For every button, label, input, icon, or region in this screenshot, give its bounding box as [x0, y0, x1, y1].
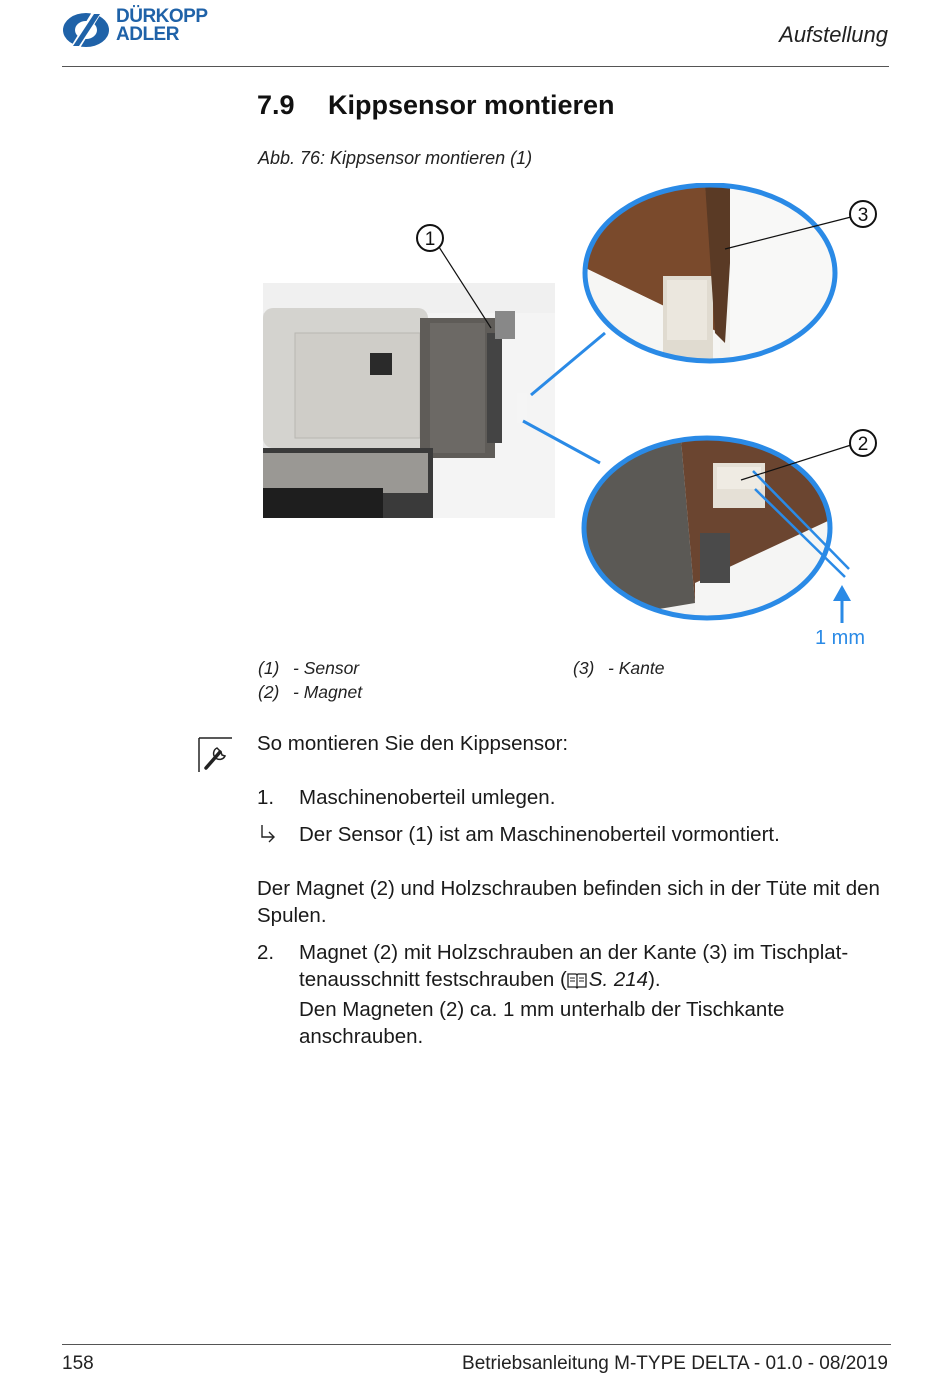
zoom-edge-detail [575, 183, 860, 383]
legend-label: - Kante [608, 658, 665, 678]
instruction-intro: So montieren Sie den Kippsensor: [257, 732, 569, 755]
step-1-result: Der Sensor (1) ist am Maschinenoberteil vormontiert. [299, 823, 780, 846]
callout-1: 1 [424, 229, 436, 250]
step-1-text: Maschinenoberteil umlegen. [299, 786, 556, 809]
dimension-label: 1 mm [815, 627, 865, 649]
result-arrow-icon [259, 823, 279, 845]
step-2-line-1: Magnet (2) mit Holzschrauben an der Kante (3) im Tischplat- [299, 941, 849, 964]
book-icon [567, 969, 589, 996]
machine-photo [263, 283, 555, 518]
footer-divider [62, 1344, 891, 1345]
page-number: 158 [62, 1353, 94, 1374]
logo-line-1: DÜRKOPP [116, 6, 208, 27]
figure-caption: Abb. 76: Kippsensor montieren (1) [258, 148, 533, 168]
legend-item-3 [573, 658, 664, 679]
running-header: Aufstellung [779, 22, 888, 47]
legend-num: (3) [573, 658, 595, 678]
section-title: Kippsensor montieren [328, 90, 615, 120]
legend-num: (2) [258, 682, 280, 702]
brand-logo-icon [62, 12, 110, 48]
figure-illustration [255, 183, 895, 653]
step-2-line-4: anschrauben. [299, 1025, 424, 1048]
document-title: Betriebsanleitung M-TYPE DELTA - 01.0 - 08/2019 [462, 1353, 888, 1374]
wrench-icon [196, 736, 234, 774]
step-2-text [299, 939, 899, 1050]
section-heading [257, 90, 615, 121]
legend-label: - Sensor [293, 658, 360, 678]
legend-label: - Magnet [293, 682, 363, 702]
callout-2: 2 [857, 434, 869, 455]
brand-logo-text [116, 8, 208, 44]
step-number: 1. [257, 786, 275, 809]
materials-note: Der Magnet (2) und Holzschrauben befinden sich in der Tüte mit den Spulen. [257, 877, 880, 927]
step-2-line-2: tenausschnitt festschrauben ( S. 214). [299, 966, 899, 996]
page-reference-link[interactable]: S. 214 [588, 968, 649, 991]
legend-item-1 [258, 658, 359, 679]
legend-item-2 [258, 682, 362, 703]
section-number: 7.9 [257, 90, 295, 120]
callout-3: 3 [857, 205, 869, 226]
logo-line-2: ADLER [116, 24, 179, 45]
zoom-magnet-detail [575, 428, 845, 628]
step-number: 2. [257, 941, 275, 964]
header-divider [62, 66, 889, 67]
step-2-line-3: Den Magneten (2) ca. 1 mm unterhalb der Tischkante [299, 998, 785, 1021]
legend-num: (1) [258, 658, 280, 678]
